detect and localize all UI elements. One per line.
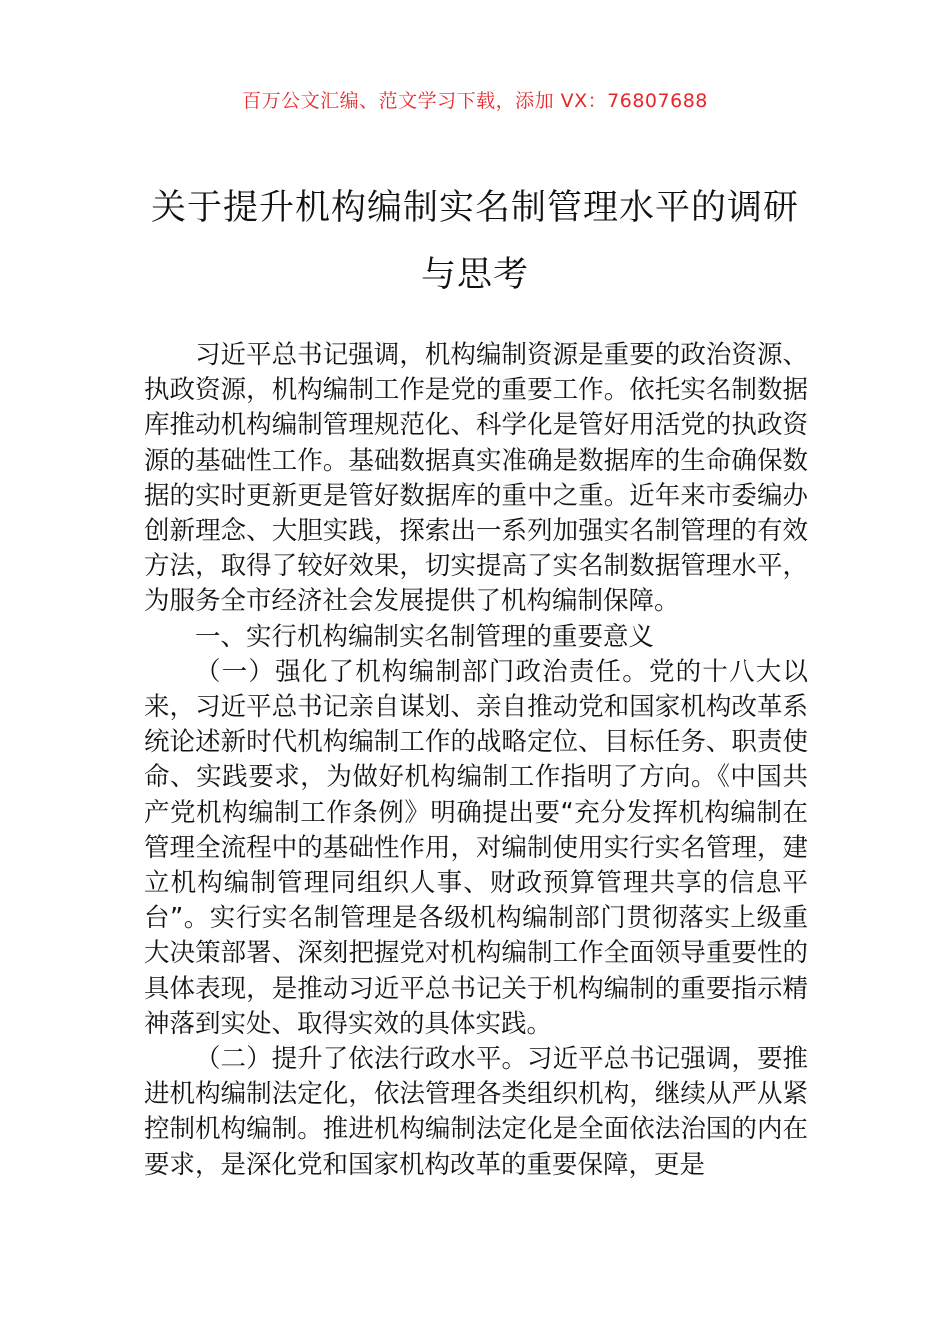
document-body [144,338,808,1183]
document-title-line-2: 与思考 [420,255,529,295]
section-heading-1: 一、实行机构编制实名制管理的重要意义 [195,621,655,652]
paragraph-subsection-1: （一）强化了机构编制部门政治责任。党的十八大以来，习近平总书记亲自谋划、亲自推动党和国家机构改革系统论述新时代机构编制工作的战略定位、目标任务、职责使命、实践要求，为做好机构编制工作指明了方向。《中国共产党机构编制工作条例》明确提出要“充分发挥机构编制在管理全流程中的基础性作用，对编制使用实行实名管理，建立机构编制管理同组织人事、财政预算管理共享的信息平台”。实行实名制管理是各级机构编制部门贯彻落实上级重大决策部署、深刻把握党对机构编制工作全面领导重要性的具体表现，是推动习近平总书记关于机构编制的重要指示精神落到实处、取得实效的具体实践。 [144,656,808,1039]
paragraph-subsection-2: （二）提升了依法行政水平。习近平总书记强调，要推进机构编制法定化，依法管理各类组织机构，继续从严从紧控制机构编制。推进机构编制法定化是全面依法治国的内在要求，是深化党和国家机构改革的重要保障，更是 [144,1044,808,1180]
header-download-note: 百万公文汇编、范文学习下载，添加 VX：76807688 [242,90,708,112]
paragraph-intro: 习近平总书记强调，机构编制资源是重要的政治资源、执政资源，机构编制工作是党的重要工作。依托实名制数据库推动机构编制管理规范化、科学化是管好用活党的执政资源的基础性工作。基础数据真实准确是数据库的生命确保数据的实时更新更是管好数据库的重中之重。近年来市委编办创新理念、大胆实践，探索出一系列加强实名制管理的有效方法，取得了较好效果，切实提高了实名制数据管理水平，为服务全市经济社会发展提供了机构编制保障。 [144,340,808,617]
document-title-line-1: 关于提升机构编制实名制管理水平的调研 [150,188,799,228]
